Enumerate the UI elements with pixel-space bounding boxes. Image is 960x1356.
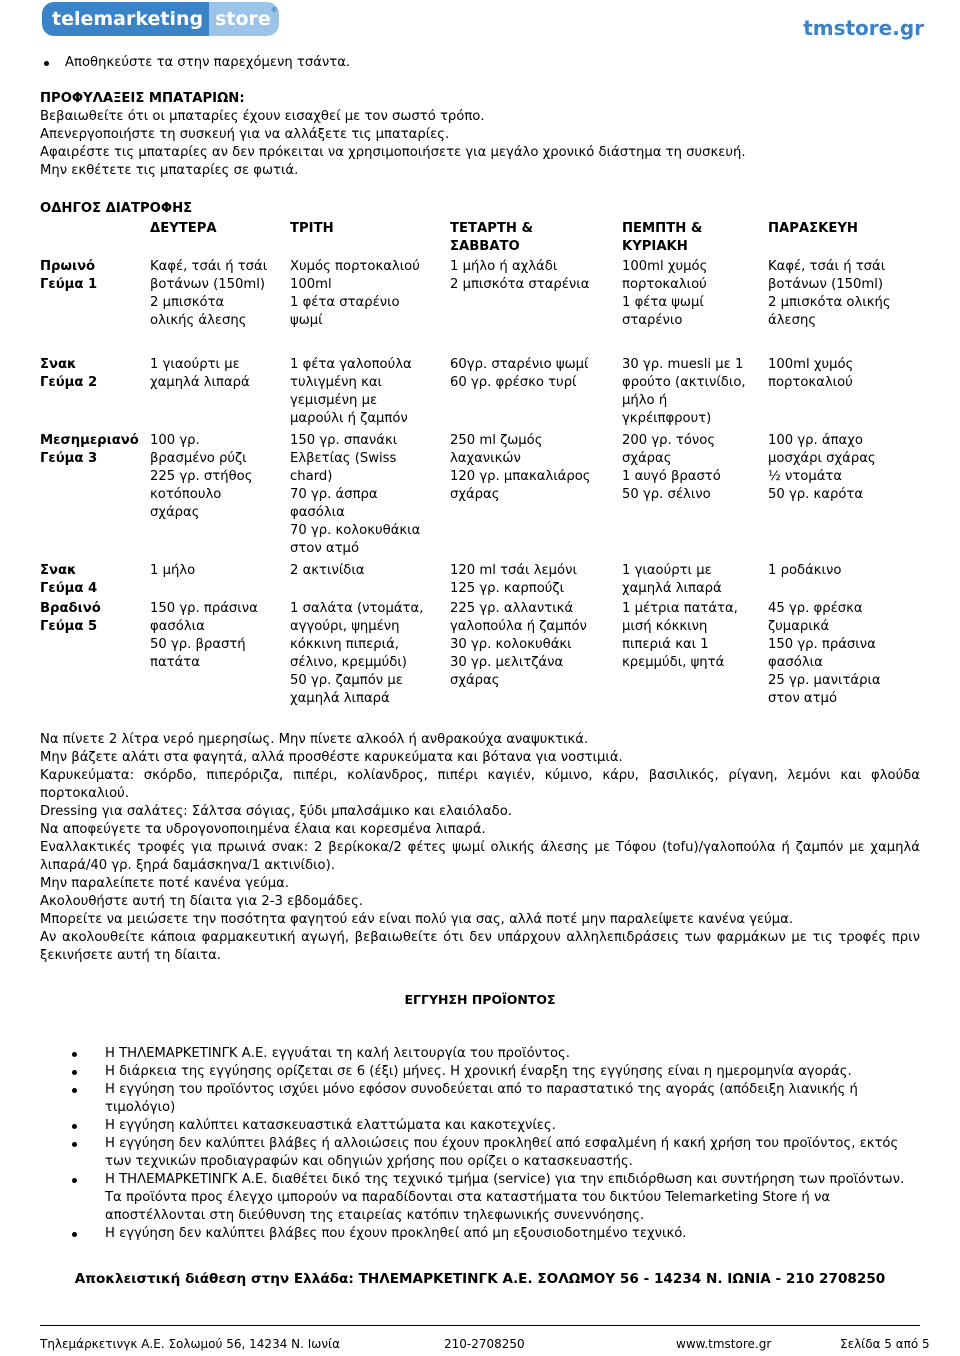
diet-notes [40, 731, 920, 965]
diet-title: ΟΔΗΓΟΣ ΔΙΑΤΡΟΦΗΣ [40, 201, 193, 216]
exclusive-distribution: Αποκλειστική διάθεση στην Ελλάδα: ΤΗΛΕΜΑΡΚΕΤΙΝΓΚ Α.Ε. ΣΟΛΩΜΟΥ 56 - 14234 Ν. ΙΩΝΙΑ - 210 2708250 [74, 1271, 886, 1287]
battery-line: Αφαιρέστε τις μπαταρίες αν δεν πρόκειται να χρησιμοποιήσετε για μεγάλο χρονικό διάστημα τη συσκευή. [40, 145, 746, 160]
bullet-dot-icon [72, 1088, 77, 1093]
meal-cell: 200 γρ. τόνος σχάρας 1 αυγό βραστό 50 γρ. σέλινο [622, 433, 721, 502]
bullet-dot-icon [44, 61, 49, 66]
battery-line: Απενεργοποιήστε τη συσκευή για να αλλάξετε τις μπαταρίες. [40, 127, 450, 142]
meal-cell: 1 σαλάτα (ντομάτα, αγγούρι, ψημένη κόκκινη πιπεριά, σέλινο, κρεμμύδι) 50 γρ. ζαμπόν με χαμηλά λιπαρά [290, 601, 424, 706]
note-line: Μην βάζετε αλάτι στα φαγητά, αλλά προσθέστε καρυκεύματα και βότανα για νοστιμιά. [40, 750, 623, 765]
note-line: Dressing για σαλάτες: Σάλτσα σόγιας, ξύδι μπαλσάμικο και ελαιόλαδο. [40, 804, 512, 819]
diet-row [40, 432, 900, 562]
diet-table [40, 220, 900, 710]
bullet-dot-icon [72, 1124, 77, 1129]
diet-row [40, 600, 900, 710]
warranty-list [105, 1045, 905, 1243]
warranty-item: Η εγγύηση δεν καλύπτει βλάβες ή αλλοιώσεις που έχουν προκληθεί από εσφαλμένη ή κακή χρήση του προϊόντος, εκτός των τεχνικών προδιαγραφών και οδηγιών χρήσης που ορίζει ο κατασκευαστής. [105, 1135, 905, 1171]
meal-label: Σνακ Γεύμα 4 [40, 563, 98, 596]
bullet-dot-icon [72, 1178, 77, 1183]
meal-cell: Καφέ, τσάι ή τσάι βοτάνων (150ml) 2 μπισκότα ολικής άλεσης [150, 259, 268, 328]
day-header: ΤΕΤΑΡΤΗ & ΣΑΒΒΑΤΟ [450, 221, 533, 254]
meal-label: Βραδινό Γεύμα 5 [40, 601, 101, 634]
diet-header-row [40, 220, 900, 258]
meal-cell: 225 γρ. αλλαντικά γαλοπούλα ή ζαμπόν 30 γρ. κολοκυθάκι 30 γρ. μελιτζάνα σχάρας [450, 601, 587, 688]
note-line: Μην παραλείπετε ποτέ κανένα γεύμα. [40, 876, 290, 891]
diet-row [40, 258, 900, 356]
meal-cell: 60γρ. σταρένιο ψωμί 60 γρ. φρέσκο τυρί [450, 357, 589, 390]
meal-cell: 1 ροδάκινο [768, 563, 842, 578]
site-url[interactable]: tmstore.gr [803, 16, 924, 40]
diet-row [40, 562, 900, 600]
battery-line: Μην εκθέτετε τις μπαταρίες σε φωτιά. [40, 163, 299, 178]
footer-company: Τηλεμάρκετινγκ Α.Ε. Σολωμού 56, 14234 Ν. Ιωνία [40, 1337, 341, 1351]
meal-label: Μεσημεριανό Γεύμα 3 [40, 433, 139, 466]
meal-cell: 250 ml ζωμός λαχανικών 120 γρ. μπακαλιάρος σχάρας [450, 433, 591, 502]
brand-logo [42, 2, 279, 36]
note-line: Εναλλακτικές τροφές για πρωινά σνακ: 2 βερίκοκα/2 φέτες ψωμί ολικής άλεσης με Τόφου (tofu)/γαλοπούλα ή ζαμπόν με χαμηλά λιπαρά/40 γρ. ξηρά δαμάσκηνα/1 ακτινίδιο). [40, 840, 920, 873]
bullet-dot-icon [72, 1052, 77, 1057]
meal-cell: 120 ml τσάι λεμόνι 125 γρ. καρπούζι [450, 563, 577, 596]
warranty-item: Η ΤΗΛΕΜΑΡΚΕΤΙΝΓΚ Α.Ε. εγγυάται τη καλή λειτουργία του προϊόντος. [105, 1045, 905, 1063]
meal-label: Πρωινό Γεύμα 1 [40, 259, 98, 292]
day-header: ΤΡΙΤΗ [290, 221, 334, 236]
meal-label: Σνακ Γεύμα 2 [40, 357, 98, 390]
meal-cell: 150 γρ. σπανάκι Ελβετίας (Swiss chard) 70 γρ. άσπρα φασόλια 70 γρ. κολοκυθάκια στον ατμό [290, 433, 421, 556]
meal-cell: 2 ακτινίδια [290, 563, 365, 578]
diet-row [40, 356, 900, 432]
warranty-item: Η εγγύηση καλύπτει κατασκευαστικά ελαττώματα και κακοτεχνίες. [105, 1117, 905, 1135]
meal-cell: 1 μήλο [150, 563, 196, 578]
warranty-title: ΕΓΓΥΗΣΗ ΠΡΟΪΟΝΤΟΣ [404, 992, 556, 1007]
meal-cell: Χυμός πορτοκαλιού 100ml 1 φέτα σταρένιο ψωμί [290, 259, 420, 328]
battery-title: ΠΡΟΦΥΛΑΞΕΙΣ ΜΠΑΤΑΡΙΩΝ: [40, 91, 245, 106]
footer-website[interactable]: www.tmstore.gr [676, 1337, 772, 1351]
footer-divider [40, 1325, 920, 1326]
meal-cell: 100 γρ. άπαχο μοσχάρι σχάρας ½ ντομάτα 50 γρ. καρότα [768, 433, 876, 502]
meal-cell: 1 μήλο ή αχλάδι 2 μπισκότα σταρένια [450, 259, 590, 292]
warranty-item: Η εγγύηση δεν καλύπτει βλάβες που έχουν προκληθεί από μη εξουσιοδοτημένο τεχνικό. [105, 1225, 905, 1243]
warranty-item: Η εγγύηση του προϊόντος ισχύει μόνο εφόσον συνοδεύεται από το παραστατικό της αγοράς (απόδειξη λιανικής ή τιμολόγιο) [105, 1081, 905, 1117]
meal-cell: 30 γρ. muesli με 1 φρούτο (ακτινίδιο, μήλο ή γκρέιπφρουτ) [622, 357, 746, 426]
footer-page-number: Σελίδα 5 από 5 [840, 1337, 930, 1351]
day-header: ΠΕΜΠΤΗ & ΚΥΡΙΑΚΗ [622, 221, 703, 254]
bullet-dot-icon [72, 1070, 77, 1075]
warranty-item: Η ΤΗΛΕΜΑΡΚΕΤΙΝΓΚ Α.Ε. διαθέτει δικό της τεχνικό τμήμα (service) για την επιδιόρθωση και συντήρηση των προϊόντων. Τα προϊόντα προς έλεγχο ιμπορούν να παραδίδονται στα καταστήματα του δικτύου Telemarketing Store ή να αποστέλλονται στη διεύθυνση της εταιρείας κατόπιν τηλεφωνικής συνεννόησης. [105, 1171, 905, 1225]
bullet-dot-icon [72, 1142, 77, 1147]
logo-text-telemarketing: telemarketing [42, 2, 209, 36]
meal-cell: 100ml χυμός πορτοκαλιού 1 φέτα ψωμί σταρένιο [622, 259, 708, 328]
footer-phone: 210-2708250 [444, 1337, 525, 1351]
meal-cell: 45 γρ. φρέσκα ζυμαρικά 150 γρ. πράσινα φασόλια 25 γρ. μανιτάρια στον ατμό [768, 601, 881, 706]
note-line: Ακολουθήστε αυτή τη δίαιτα για 2-3 εβδομάδες. [40, 894, 363, 909]
battery-precautions [40, 90, 920, 180]
note-line: Καρυκεύματα: σκόρδο, πιπερόριζα, πιπέρι, κολίανδρος, πιπέρι καγιέν, κύμινο, κάρυ, βασιλικός, ρίγανη, λεμόνι και φλούδα πορτοκαλιού. [40, 768, 920, 801]
meal-cell: 100ml χυμός πορτοκαλιού [768, 357, 854, 390]
warranty-item: Η διάρκεια της εγγύησης ορίζεται σε 6 (έξι) μήνες. Η χρονική έναρξη της εγγύησης είναι η ημερομηνία αγοράς. [105, 1063, 905, 1081]
meal-cell: Καφέ, τσάι ή τσάι βοτάνων (150ml) 2 μπισκότα ολικής άλεσης [768, 259, 891, 328]
note-line: Αν ακολουθείτε κάποια φαρμακευτική αγωγή, βεβαιωθείτε ότι δεν υπάρχουν αλληλεπιδράσεις των φαρμάκων με τις τροφές πριν ξεκινήσετε αυτή τη δίαιτα. [40, 930, 920, 963]
meal-cell: 100 γρ. βρασμένο ρύζι 225 γρ. στήθος κοτόπουλο σχάρας [150, 433, 253, 520]
day-header: ΔΕΥΤΕΡΑ [150, 221, 217, 236]
battery-line: Βεβαιωθείτε ότι οι μπαταρίες έχουν εισαχθεί με τον σωστό τρόπο. [40, 109, 485, 124]
storage-note: Αποθηκεύστε τα στην παρεχόμενη τσάντα. [65, 55, 351, 70]
meal-cell: 150 γρ. πράσινα φασόλια 50 γρ. βραστή πατάτα [150, 601, 258, 670]
note-line: Μπορείτε να μειώσετε την ποσότητα φαγητού εάν είναι πολύ για σας, αλλά ποτέ μην παραλείψετε κανένα γεύμα. [40, 912, 794, 927]
bullet-dot-icon [72, 1232, 77, 1237]
logo-text-store: store ® [209, 2, 279, 36]
meal-cell: 1 γιαούρτι με χαμηλά λιπαρά [622, 563, 722, 596]
day-header: ΠΑΡΑΣΚΕΥΗ [768, 221, 858, 236]
meal-cell: 1 φέτα γαλοπούλα τυλιγμένη και γεμισμένη με μαρούλι ή ζαμπόν [290, 357, 412, 426]
note-line: Να αποφεύγετε τα υδρογονοποιημένα έλαια και κορεσμένα λιπαρά. [40, 822, 486, 837]
meal-cell: 1 μέτρια πατάτα, μισή κόκκινη πιπεριά και 1 κρεμμύδι, ψητά [622, 601, 738, 670]
meal-cell: 1 γιαούρτι με χαμηλά λιπαρά [150, 357, 250, 390]
note-line: Να πίνετε 2 λίτρα νερό ημερησίως. Μην πίνετε αλκοόλ ή ανθρακούχα αναψυκτικά. [40, 732, 589, 747]
